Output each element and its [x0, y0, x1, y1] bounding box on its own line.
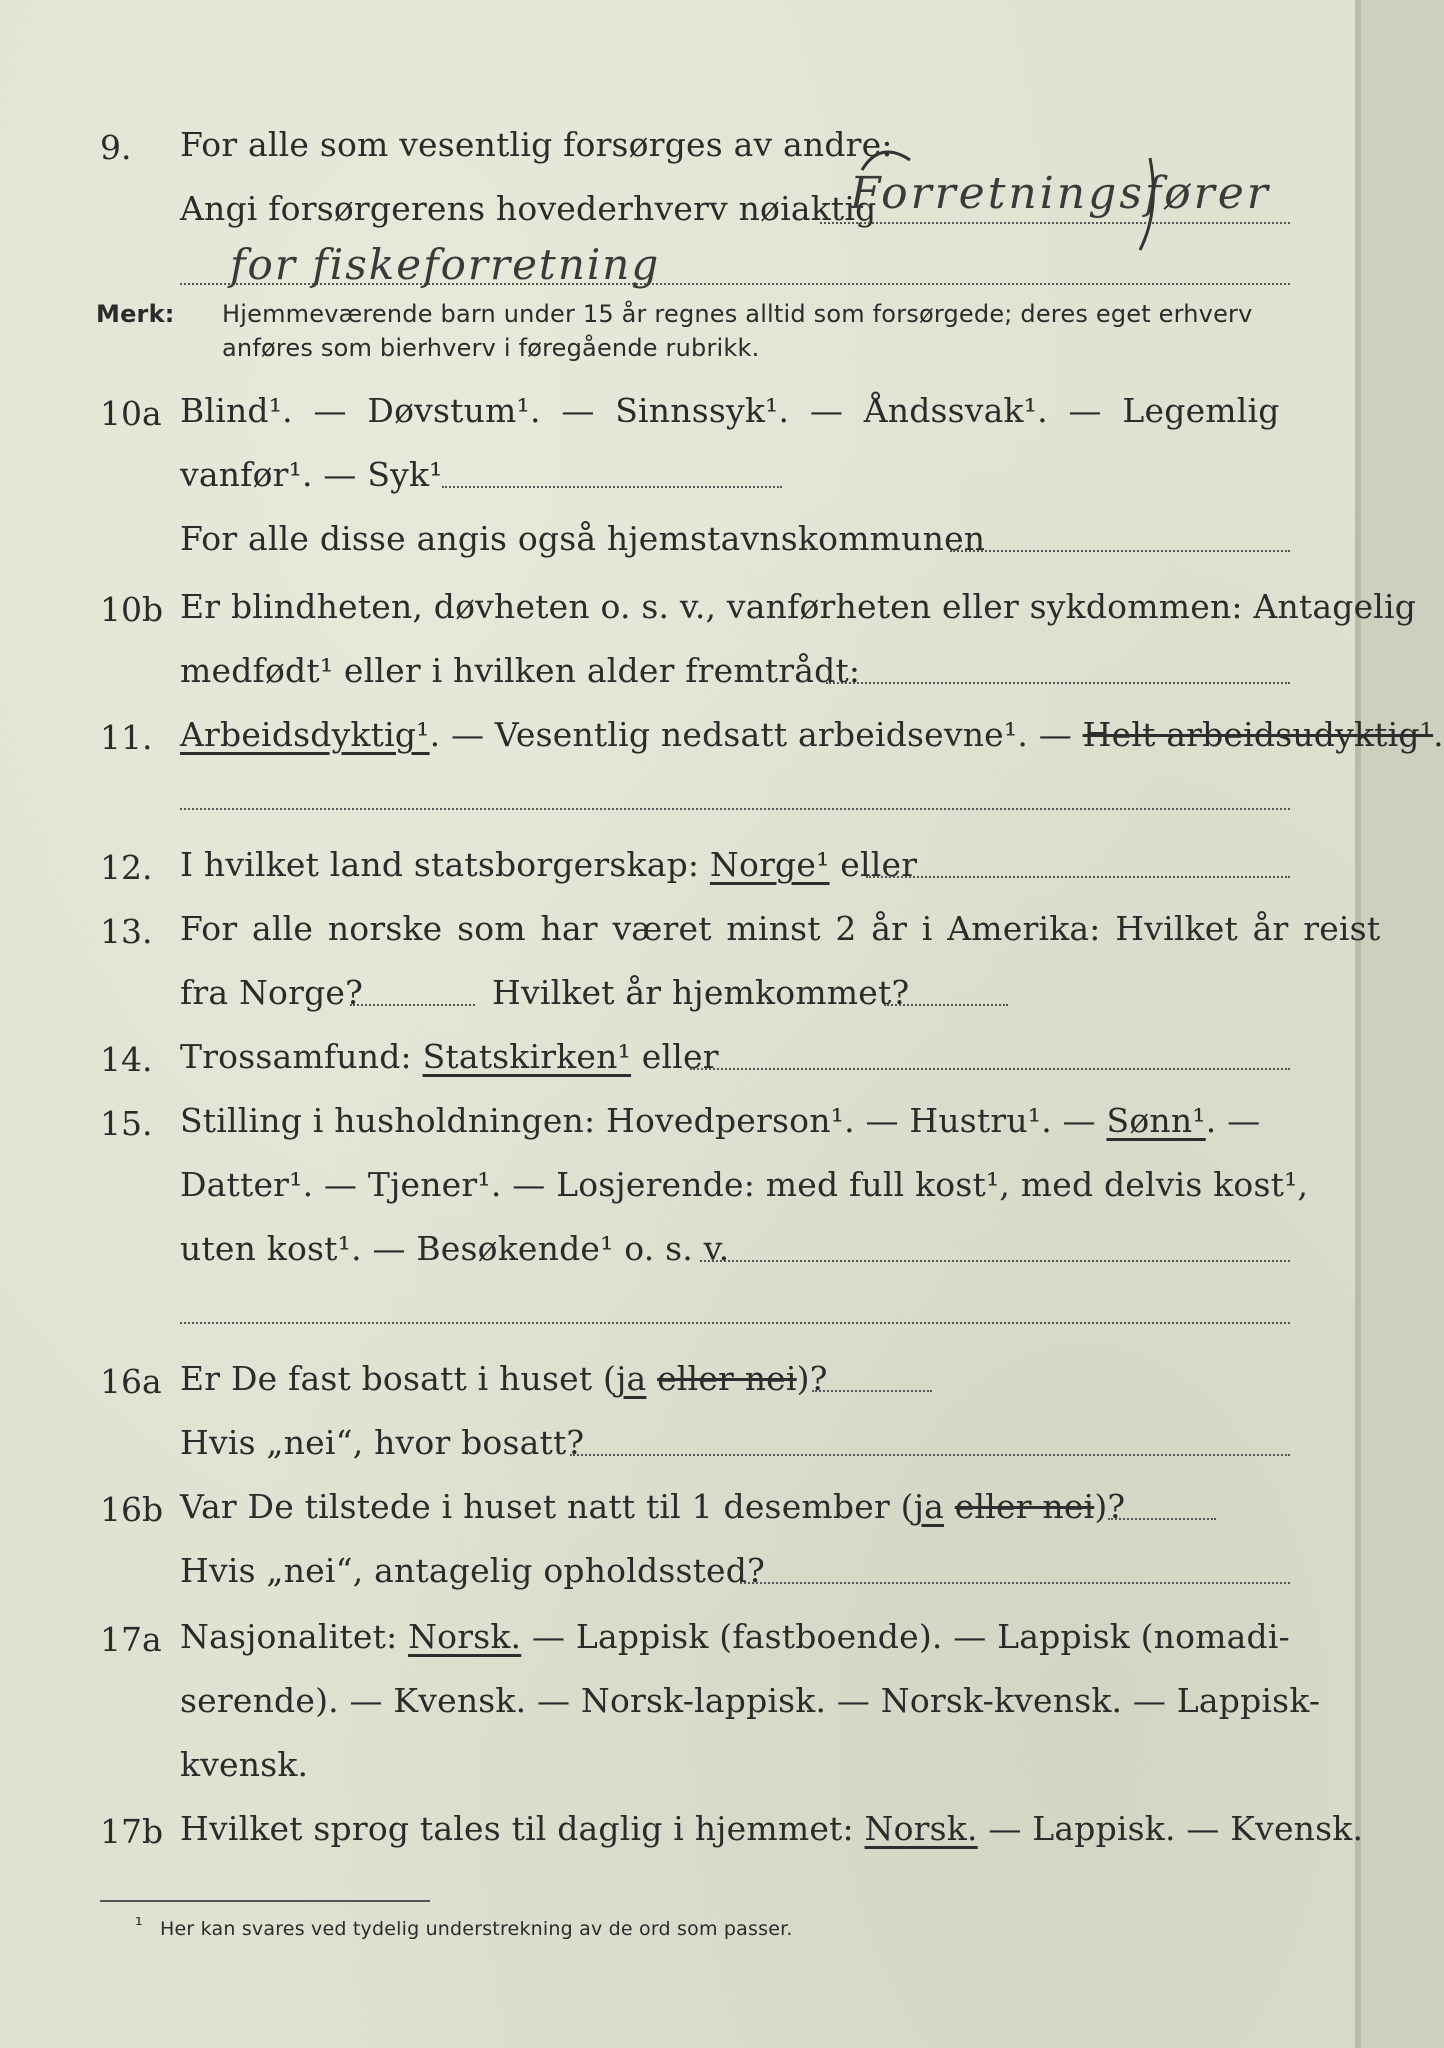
- q16b-question: Var De tilstede i huset natt til 1 desember (: [180, 1487, 914, 1526]
- q10b-line1: Er blindheten, døvheten o. s. v., vanførheten eller sykdommen: Antagelig: [180, 587, 1417, 626]
- q13-reist-line: [350, 1004, 475, 1006]
- q9-handwritten-business: for fiskeforretning: [230, 240, 661, 289]
- q12-question: I hvilket land statsborgerskap:: [180, 845, 700, 884]
- q9-number: 9.: [100, 128, 132, 167]
- q16b-number: 16b: [100, 1490, 164, 1529]
- q15-answer-line2: [180, 1322, 1290, 1324]
- q17b-line: [180, 1809, 1364, 1848]
- merk-line2: anføres som bierhverv i føregående rubrikk.: [222, 334, 760, 362]
- footnote-mark: ¹: [135, 1914, 143, 1936]
- q12-line: [180, 845, 918, 884]
- q14-number: 14.: [100, 1040, 153, 1079]
- q17a-number: 17a: [100, 1620, 162, 1659]
- q10a-hjemstavn-line: [950, 550, 1290, 552]
- q16a-line2: Hvis „nei“, hvor bosatt?: [180, 1423, 585, 1462]
- q10a-line1: Blind¹. — Døvstum¹. — Sinnssyk¹. — Åndssvak¹. — Legemlig: [180, 391, 1280, 430]
- q9-line1: For alle som vesentlig forsørges av andre:: [180, 125, 893, 164]
- q13-line1: For alle norske som har været minst 2 år i Amerika: Hvilket år reist: [180, 909, 1381, 948]
- q17a-line2: serende). — Kvensk. — Norsk-lappisk. — Norsk-kvensk. — Lappisk-: [180, 1681, 1321, 1720]
- q12-answer-line: [866, 876, 1290, 878]
- q10a-line2: vanfør¹. — Syk¹: [180, 455, 443, 494]
- q13-line2a: fra Norge?: [180, 973, 364, 1012]
- q11-end: .: [1433, 715, 1444, 754]
- q17b-answer-norsk: Norsk.: [864, 1809, 978, 1848]
- q10a-line3: For alle disse angis også hjemstavnskommunen: [180, 519, 986, 558]
- q15-line3: uten kost¹. — Besøkende¹ o. s. v.: [180, 1229, 730, 1268]
- q17a-question: Nasjonalitet:: [180, 1617, 398, 1656]
- q11-option-arbeidsdyktig: Arbeidsdyktig¹: [180, 715, 430, 754]
- q11-answer-line: [180, 808, 1290, 810]
- q11-option-udyktig: Helt arbeidsudyktig¹: [1082, 715, 1434, 754]
- q16a-close: )?: [796, 1359, 828, 1398]
- q10b-line2: medfødt¹ eller i hvilken alder fremtrådt:: [180, 651, 861, 690]
- q16b-close: )?: [1094, 1487, 1126, 1526]
- q16b-opholdssted-line: [740, 1582, 1290, 1584]
- q10a-number: 10a: [100, 394, 162, 433]
- q15-line1-text: Stilling i husholdningen: Hovedperson¹. — Hustru¹. —: [180, 1101, 1096, 1140]
- q14-answer-statskirken: Statskirken¹: [422, 1037, 632, 1076]
- q14-line: [180, 1037, 719, 1076]
- footnote-rule: [100, 1900, 430, 1902]
- q13-number: 13.: [100, 912, 153, 951]
- q16a-struck-option: eller nei: [657, 1359, 797, 1398]
- q9-line2: Angi forsørgerens hovederhverv nøiaktig: [180, 189, 877, 228]
- q16a-bosatt-line: [570, 1454, 1290, 1456]
- q16a-question: Er De fast bosatt i huset (: [180, 1359, 617, 1398]
- q16a-number: 16a: [100, 1362, 162, 1401]
- q13-line2b: Hvilket år hjemkommet?: [492, 973, 910, 1012]
- merk-line1: Hjemmeværende barn under 15 år regnes alltid som forsørgede; deres eget erhverv: [222, 300, 1253, 328]
- q17a-line1-rest: — Lappisk (fastboende). — Lappisk (nomadi-: [531, 1617, 1290, 1656]
- q15-number: 15.: [100, 1104, 153, 1143]
- q17a-line3: kvensk.: [180, 1745, 309, 1784]
- q14-eller: eller: [641, 1037, 719, 1076]
- q12-number: 12.: [100, 848, 153, 887]
- handwriting-strokes: [860, 130, 1320, 260]
- q10a-answer-line: [442, 486, 782, 488]
- q16b-struck-option: eller nei: [954, 1487, 1095, 1526]
- footnote-text: Her kan svares ved tydelig understrekning av de ord som passer.: [160, 1918, 793, 1940]
- q15-line1-end: . —: [1205, 1101, 1261, 1140]
- q11-number: 11.: [100, 718, 153, 757]
- q17b-question: Hvilket sprog tales til daglig i hjemmet:: [180, 1809, 854, 1848]
- q15-answer-sonn: Sønn¹: [1106, 1101, 1206, 1140]
- q15-line2: Datter¹. — Tjener¹. — Losjerende: med full kost¹, med delvis kost¹,: [180, 1165, 1309, 1204]
- q17a-answer-norsk: Norsk.: [408, 1617, 522, 1656]
- q11-line: [180, 715, 1444, 754]
- q14-answer-line: [690, 1068, 1290, 1070]
- merk-label: Merk:: [96, 300, 175, 328]
- q16b-line2: Hvis „nei“, antagelig opholdssted?: [180, 1551, 765, 1590]
- q15-answer-line1: [700, 1260, 1290, 1262]
- q10b-answer-line: [826, 682, 1290, 684]
- q10b-number: 10b: [100, 590, 164, 629]
- q9-handwritten-occupation: Forretningsfører: [850, 168, 1271, 219]
- q16a-answer-ja: ja: [616, 1359, 647, 1398]
- q16a-answer-line: [812, 1390, 932, 1392]
- q16b-line1: [180, 1487, 1126, 1526]
- q17b-rest: — Lappisk. — Kvensk.: [988, 1809, 1364, 1848]
- q16b-answer-line: [1108, 1518, 1216, 1520]
- q17a-line1: [180, 1617, 1290, 1656]
- q16b-answer-ja: ja: [913, 1487, 945, 1526]
- q13-hjemkommet-line: [884, 1004, 1008, 1006]
- q15-line1: [180, 1101, 1261, 1140]
- q14-question: Trossamfund:: [180, 1037, 412, 1076]
- q11-middle: . — Vesentlig nedsatt arbeidsevne¹. —: [429, 715, 1072, 754]
- q17b-number: 17b: [100, 1812, 164, 1851]
- q16a-line1: [180, 1359, 828, 1398]
- q12-eller: eller: [840, 845, 918, 884]
- q12-answer-norge: Norge¹: [709, 845, 830, 884]
